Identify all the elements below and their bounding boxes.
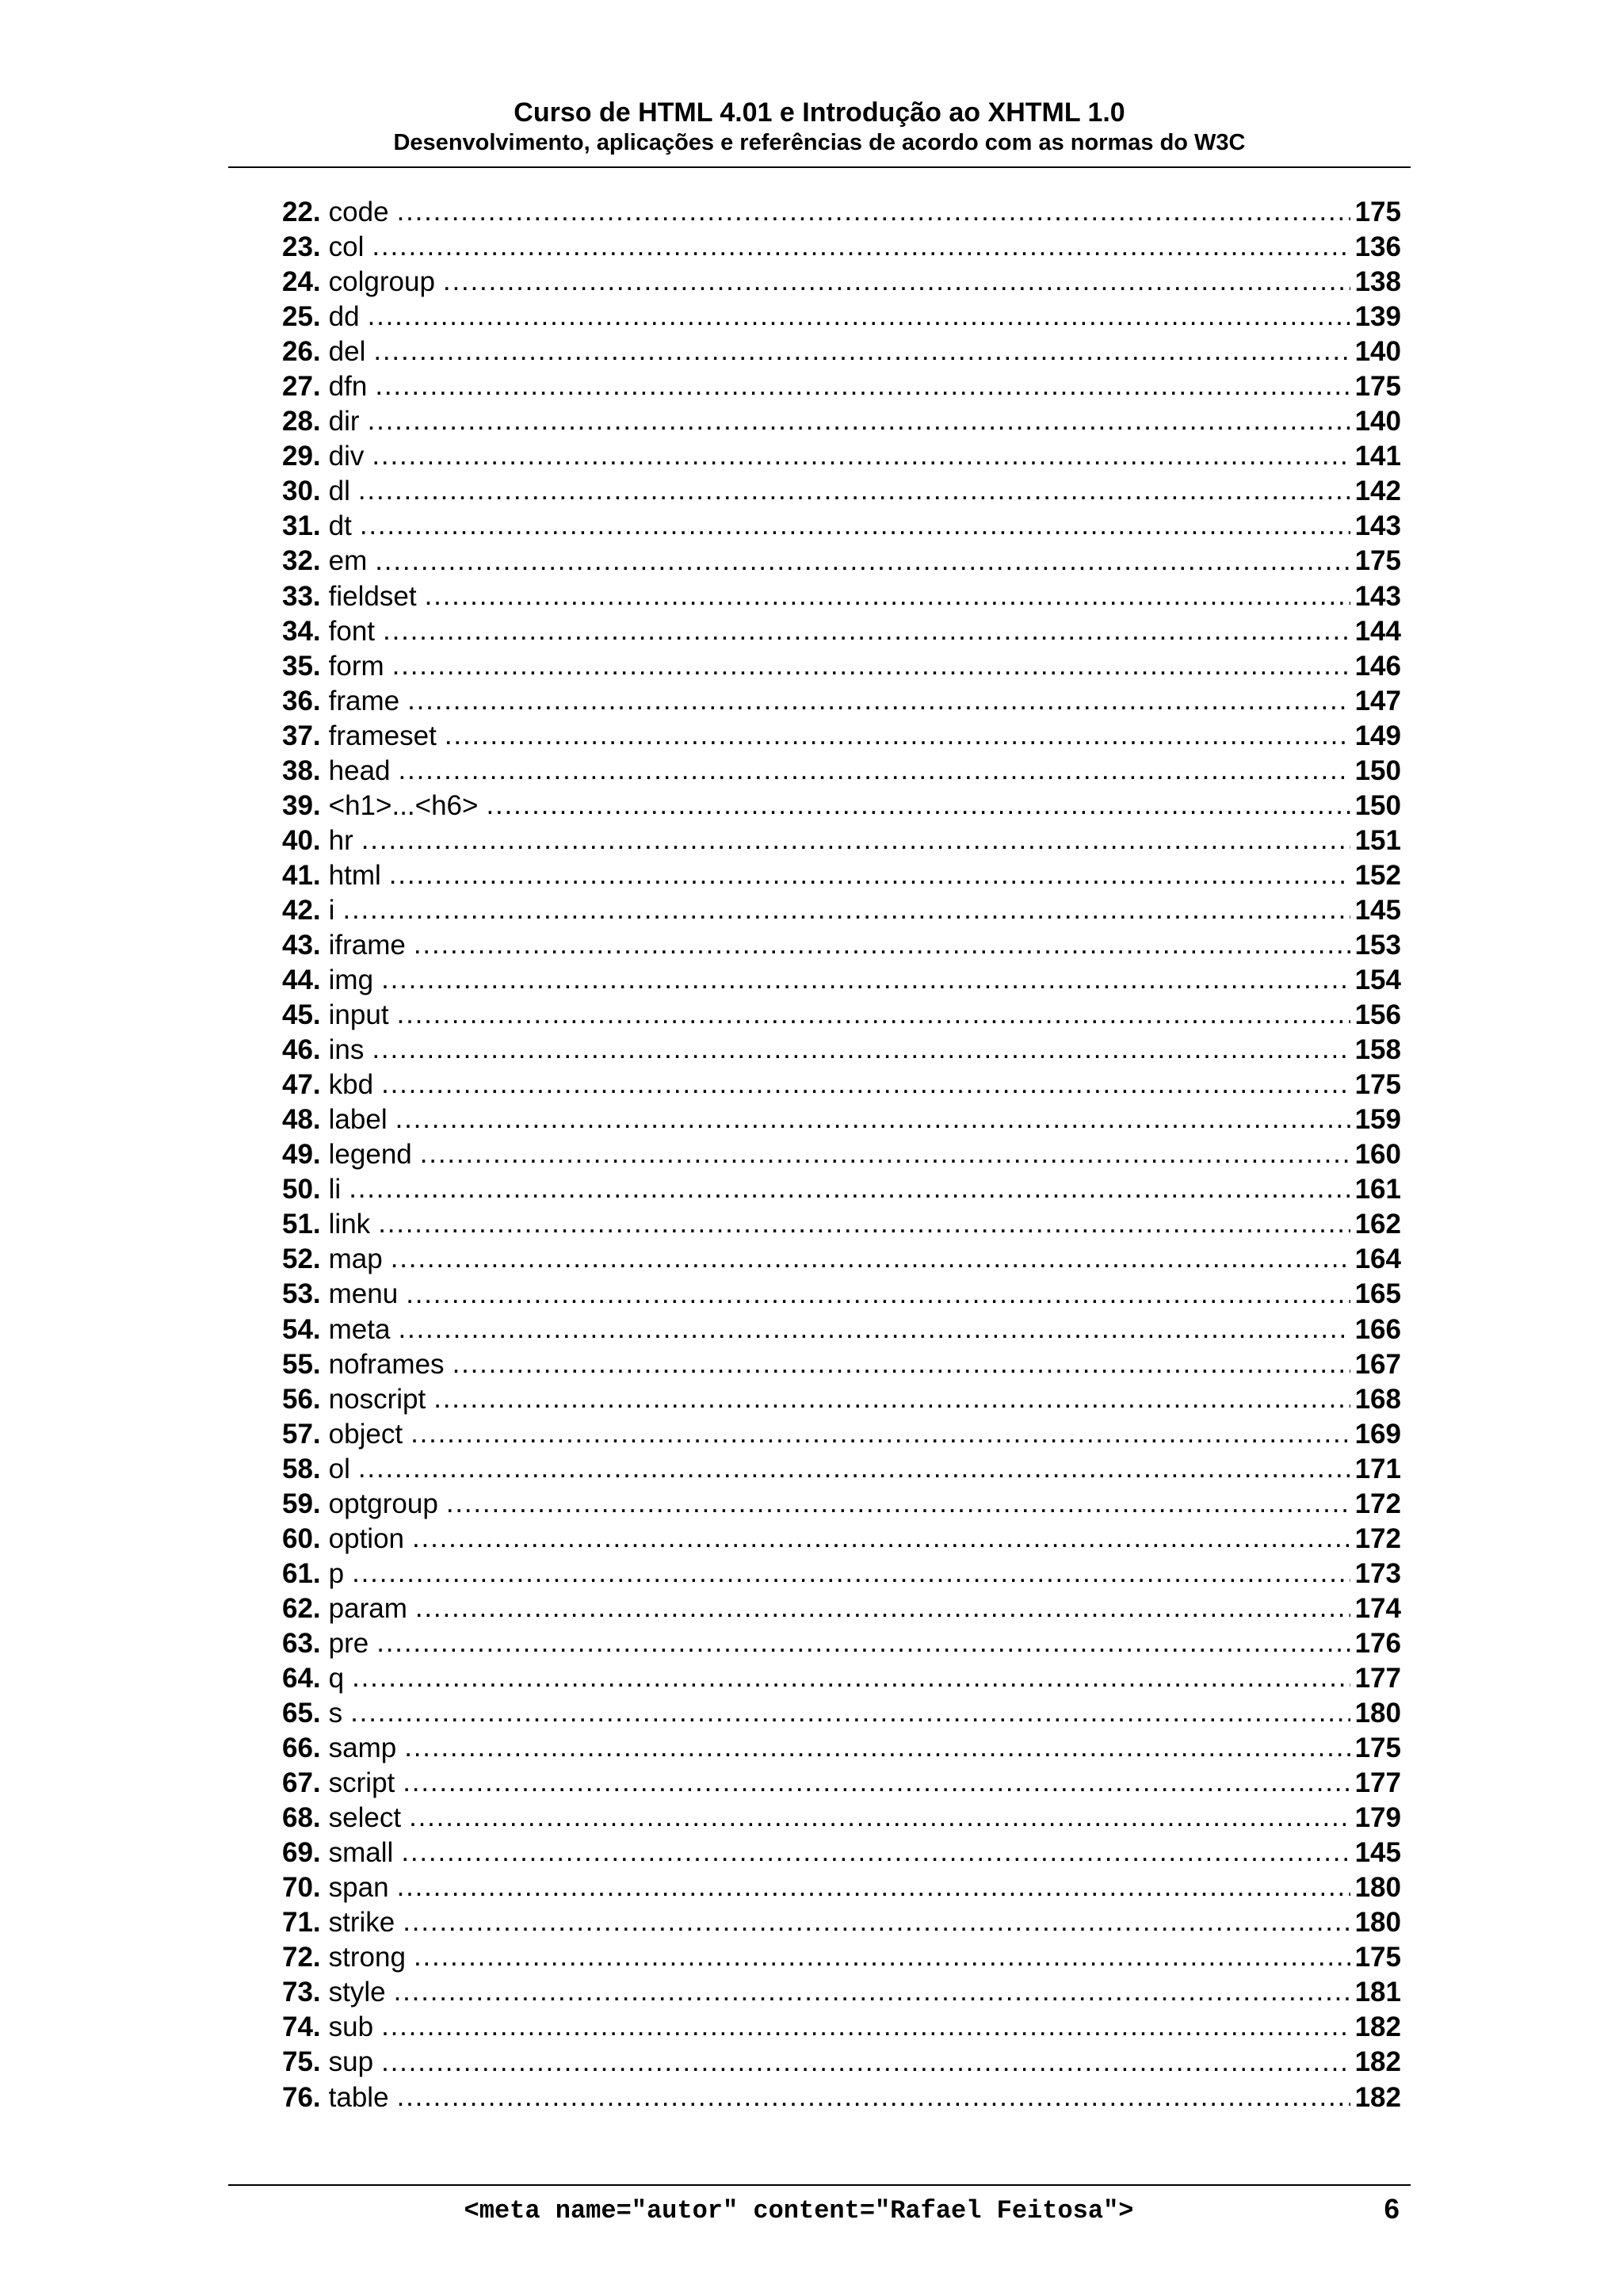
toc-entry-title: small bbox=[328, 1837, 394, 1869]
toc-entry-title: ins bbox=[328, 1034, 365, 1066]
toc-entry-title: font bbox=[328, 615, 376, 647]
toc-dot-leader bbox=[361, 823, 1350, 858]
toc-entry-page: 143 bbox=[1354, 510, 1401, 542]
toc-dot-leader bbox=[446, 1487, 1350, 1522]
toc-entry-number: 49. bbox=[282, 1139, 321, 1171]
toc-dot-leader bbox=[350, 1696, 1350, 1731]
toc-entry-page: 146 bbox=[1354, 650, 1401, 682]
header-divider bbox=[228, 166, 1411, 168]
toc-entry-number: 43. bbox=[282, 929, 321, 961]
toc-dot-leader bbox=[403, 1766, 1350, 1801]
toc-entry-number: 28. bbox=[282, 406, 321, 437]
toc-entry-number: 57. bbox=[282, 1418, 321, 1450]
toc-dot-leader bbox=[358, 1452, 1350, 1487]
toc-entry[interactable] bbox=[282, 649, 1401, 684]
toc-entry[interactable] bbox=[282, 404, 1401, 439]
toc-entry-page: 175 bbox=[1354, 1069, 1401, 1101]
toc-entry[interactable] bbox=[282, 2045, 1401, 2080]
toc-entry[interactable] bbox=[282, 963, 1401, 998]
toc-entry[interactable] bbox=[282, 1626, 1401, 1661]
toc-entry-number: 67. bbox=[282, 1767, 321, 1799]
toc-dot-leader bbox=[394, 1975, 1350, 2010]
toc-dot-leader bbox=[414, 928, 1350, 963]
toc-entry-title: table bbox=[328, 2081, 389, 2113]
toc-entry[interactable] bbox=[282, 1312, 1401, 1347]
toc-entry-page: 172 bbox=[1354, 1522, 1401, 1554]
toc-entry-title: form bbox=[328, 650, 384, 682]
toc-entry-number: 34. bbox=[282, 615, 321, 647]
toc-dot-leader bbox=[383, 614, 1350, 649]
toc-entry-number: 42. bbox=[282, 894, 321, 926]
toc-entry-title: hr bbox=[328, 824, 353, 856]
toc-dot-leader bbox=[412, 1522, 1350, 1557]
toc-entry-title: style bbox=[328, 1977, 386, 2008]
toc-dot-leader bbox=[376, 1626, 1350, 1661]
toc-entry-page: 175 bbox=[1354, 371, 1401, 403]
toc-entry-title: noscript bbox=[328, 1383, 426, 1415]
toc-dot-leader bbox=[358, 474, 1350, 509]
toc-entry[interactable] bbox=[282, 1137, 1401, 1172]
toc-entry-number: 65. bbox=[282, 1698, 321, 1729]
toc-entry[interactable] bbox=[282, 1766, 1401, 1801]
toc-entry-number: 58. bbox=[282, 1453, 321, 1484]
toc-entry-number: 52. bbox=[282, 1244, 321, 1275]
toc-entry-page: 158 bbox=[1354, 1034, 1401, 1066]
toc-entry-number: 37. bbox=[282, 720, 321, 751]
toc-dot-leader bbox=[372, 439, 1350, 474]
toc-entry-number: 61. bbox=[282, 1557, 321, 1589]
toc-entry-number: 70. bbox=[282, 1872, 321, 1904]
toc-entry[interactable] bbox=[282, 1382, 1401, 1417]
toc-dot-leader bbox=[415, 1591, 1350, 1626]
toc-entry-title: img bbox=[328, 965, 374, 996]
toc-entry-page: 162 bbox=[1354, 1209, 1401, 1240]
toc-entry-number: 60. bbox=[282, 1522, 321, 1554]
toc-entry-number: 35. bbox=[282, 650, 321, 682]
toc-entry-page: 182 bbox=[1354, 2046, 1401, 2078]
toc-entry-number: 73. bbox=[282, 1977, 321, 2008]
toc-entry-title: object bbox=[328, 1418, 403, 1450]
toc-entry-title: noframes bbox=[328, 1348, 445, 1380]
toc-entry-title: legend bbox=[328, 1139, 412, 1171]
toc-dot-leader bbox=[352, 1661, 1350, 1696]
toc-dot-leader bbox=[378, 1207, 1350, 1242]
toc-dot-leader bbox=[443, 265, 1350, 300]
toc-entry-title: iframe bbox=[328, 929, 406, 961]
toc-entry-page: 167 bbox=[1354, 1348, 1401, 1380]
toc-entry-title: fieldset bbox=[328, 580, 417, 612]
toc-dot-leader bbox=[397, 1870, 1350, 1905]
toc-dot-leader bbox=[375, 369, 1350, 404]
toc-dot-leader bbox=[395, 1102, 1350, 1137]
toc-entry-page: 140 bbox=[1354, 336, 1401, 368]
footer-author-meta: <meta name="autor" content="Rafael Feitosa"> bbox=[464, 2196, 1134, 2225]
toc-entry[interactable] bbox=[282, 719, 1401, 754]
toc-entry-page: 181 bbox=[1354, 1977, 1401, 2008]
toc-entry-title: span bbox=[328, 1872, 389, 1904]
toc-entry[interactable] bbox=[282, 789, 1401, 823]
toc-entry-number: 33. bbox=[282, 580, 321, 612]
toc-entry-title: samp bbox=[328, 1733, 397, 1764]
toc-entry-number: 31. bbox=[282, 510, 321, 542]
toc-entry-page: 180 bbox=[1354, 1907, 1401, 1939]
toc-dot-leader bbox=[352, 1557, 1350, 1591]
toc-dot-leader bbox=[414, 1940, 1350, 1975]
toc-entry[interactable] bbox=[282, 1172, 1401, 1207]
toc-entry[interactable] bbox=[282, 1661, 1401, 1696]
toc-dot-leader bbox=[420, 1137, 1350, 1172]
toc-entry-page: 171 bbox=[1354, 1453, 1401, 1484]
toc-entry[interactable] bbox=[282, 1417, 1401, 1452]
toc-entry-page: 175 bbox=[1354, 197, 1401, 227]
toc-entry-title: sub bbox=[328, 2011, 374, 2043]
toc-entry-title: dfn bbox=[328, 371, 368, 403]
toc-entry-title: sup bbox=[328, 2046, 374, 2078]
toc-dot-leader bbox=[397, 998, 1350, 1033]
toc-entry-page: 139 bbox=[1354, 301, 1401, 333]
toc-entry-page: 154 bbox=[1354, 965, 1401, 996]
toc-entry-page: 145 bbox=[1354, 894, 1401, 926]
toc-entry-number: 72. bbox=[282, 1942, 321, 1973]
toc-entry-page: 165 bbox=[1354, 1278, 1401, 1310]
toc-dot-leader bbox=[392, 649, 1350, 684]
toc-entry-page: 176 bbox=[1354, 1627, 1401, 1659]
toc-entry-title: li bbox=[328, 1174, 342, 1205]
toc-entry-title: head bbox=[328, 755, 391, 786]
toc-entry[interactable] bbox=[282, 1557, 1401, 1591]
toc-entry[interactable] bbox=[282, 1905, 1401, 1940]
toc-entry[interactable] bbox=[282, 474, 1401, 509]
toc-entry-number: 55. bbox=[282, 1348, 321, 1380]
toc-dot-leader bbox=[349, 1172, 1350, 1207]
toc-dot-leader bbox=[372, 1033, 1350, 1068]
toc-dot-leader bbox=[372, 230, 1350, 265]
toc-entry-number: 23. bbox=[282, 231, 321, 263]
toc-dot-leader bbox=[389, 858, 1350, 893]
toc-entry[interactable] bbox=[282, 1347, 1401, 1382]
toc-entry-number: 27. bbox=[282, 371, 321, 403]
toc-entry-number: 66. bbox=[282, 1733, 321, 1764]
toc-dot-leader bbox=[445, 719, 1350, 754]
toc-entry-page: 144 bbox=[1354, 615, 1401, 647]
toc-entry[interactable] bbox=[282, 1102, 1401, 1137]
toc-entry-number: 71. bbox=[282, 1907, 321, 1939]
toc-entry[interactable] bbox=[282, 754, 1401, 789]
toc-entry-number: 25. bbox=[282, 301, 321, 333]
toc-entry[interactable] bbox=[282, 1452, 1401, 1487]
toc-entry-number: 76. bbox=[282, 2081, 321, 2113]
toc-entry[interactable] bbox=[282, 1487, 1401, 1522]
toc-entry-title: html bbox=[328, 859, 381, 891]
toc-entry-page: 141 bbox=[1354, 441, 1401, 472]
toc-entry-page: 166 bbox=[1354, 1313, 1401, 1345]
toc-entry-page: 150 bbox=[1354, 789, 1401, 821]
toc-dot-leader bbox=[404, 1731, 1350, 1766]
toc-entry[interactable] bbox=[282, 1975, 1401, 2010]
toc-entry-page: 177 bbox=[1354, 1662, 1401, 1694]
toc-entry-page: 156 bbox=[1354, 999, 1401, 1031]
toc-entry-number: 59. bbox=[282, 1488, 321, 1519]
toc-entry-title: dt bbox=[328, 510, 352, 542]
toc-entry[interactable] bbox=[282, 614, 1401, 649]
toc-entry-title: dl bbox=[328, 476, 350, 507]
toc-entry-page: 159 bbox=[1354, 1104, 1401, 1136]
toc-entry[interactable] bbox=[282, 2080, 1401, 2115]
toc-dot-leader bbox=[368, 300, 1350, 334]
toc-entry-title: colgroup bbox=[328, 266, 435, 298]
toc-entry-number: 32. bbox=[282, 545, 321, 577]
toc-entry-title: s bbox=[328, 1698, 343, 1729]
toc-entry-number: 54. bbox=[282, 1313, 321, 1345]
toc-entry[interactable] bbox=[282, 1801, 1401, 1836]
toc-entry[interactable] bbox=[282, 684, 1401, 719]
toc-entry-page: 174 bbox=[1354, 1592, 1401, 1624]
toc-dot-leader bbox=[375, 544, 1350, 579]
toc-dot-leader bbox=[381, 2045, 1350, 2080]
toc-dot-leader bbox=[391, 1242, 1350, 1277]
toc-dot-leader bbox=[433, 1382, 1350, 1417]
toc-entry-number: 64. bbox=[282, 1662, 321, 1694]
toc-dot-leader bbox=[381, 1068, 1350, 1102]
toc-entry-title: <h1>...<h6> bbox=[328, 789, 479, 821]
toc-entry-title: menu bbox=[328, 1278, 399, 1310]
footer-divider bbox=[228, 2184, 1411, 2186]
toc-entry-number: 47. bbox=[282, 1069, 321, 1101]
toc-entry-page: 147 bbox=[1354, 685, 1401, 716]
toc-entry-title: script bbox=[328, 1767, 395, 1799]
toc-dot-leader bbox=[381, 2010, 1350, 2045]
toc-entry-number: 22. bbox=[282, 197, 321, 227]
toc-dot-leader bbox=[453, 1347, 1350, 1382]
toc-entry[interactable] bbox=[282, 2010, 1401, 2045]
table-of-contents bbox=[282, 195, 1401, 2115]
toc-entry-page: 153 bbox=[1354, 929, 1401, 961]
toc-entry-page: 138 bbox=[1354, 266, 1401, 298]
toc-entry-page: 175 bbox=[1354, 1942, 1401, 1973]
toc-entry-number: 62. bbox=[282, 1592, 321, 1624]
toc-entry[interactable] bbox=[282, 334, 1401, 369]
toc-entry-page: 145 bbox=[1354, 1837, 1401, 1869]
toc-entry-page: 173 bbox=[1354, 1557, 1401, 1589]
toc-entry-page: 177 bbox=[1354, 1767, 1401, 1799]
toc-entry[interactable] bbox=[282, 1731, 1401, 1766]
toc-entry-number: 74. bbox=[282, 2011, 321, 2043]
toc-entry-number: 68. bbox=[282, 1802, 321, 1834]
toc-dot-leader bbox=[397, 2080, 1350, 2115]
toc-entry[interactable] bbox=[282, 300, 1401, 334]
toc-dot-leader bbox=[397, 195, 1350, 230]
toc-entry-number: 36. bbox=[282, 685, 321, 716]
toc-entry-title: dir bbox=[328, 406, 360, 437]
toc-entry-title: param bbox=[328, 1592, 407, 1624]
toc-dot-leader bbox=[368, 404, 1350, 439]
toc-entry-page: 180 bbox=[1354, 1698, 1401, 1729]
toc-entry-title: pre bbox=[328, 1627, 369, 1659]
toc-entry-title: select bbox=[328, 1802, 402, 1834]
toc-entry-page: 142 bbox=[1354, 476, 1401, 507]
toc-entry[interactable] bbox=[282, 439, 1401, 474]
toc-entry-number: 40. bbox=[282, 824, 321, 856]
toc-entry[interactable] bbox=[282, 1870, 1401, 1905]
toc-entry-number: 45. bbox=[282, 999, 321, 1031]
toc-dot-leader bbox=[381, 963, 1350, 998]
toc-entry[interactable] bbox=[282, 369, 1401, 404]
toc-entry-title: map bbox=[328, 1244, 383, 1275]
toc-entry-number: 51. bbox=[282, 1209, 321, 1240]
toc-entry-page: 179 bbox=[1354, 1802, 1401, 1834]
toc-entry-title: i bbox=[328, 894, 335, 926]
toc-entry-page: 180 bbox=[1354, 1872, 1401, 1904]
toc-entry[interactable] bbox=[282, 1277, 1401, 1312]
toc-entry-title: p bbox=[328, 1557, 345, 1589]
toc-entry-page: 143 bbox=[1354, 580, 1401, 612]
toc-entry-number: 48. bbox=[282, 1104, 321, 1136]
toc-entry-title: label bbox=[328, 1104, 388, 1136]
toc-entry-title: frame bbox=[328, 685, 400, 716]
toc-entry[interactable] bbox=[282, 1207, 1401, 1242]
toc-entry[interactable] bbox=[282, 893, 1401, 928]
toc-dot-leader bbox=[409, 1801, 1350, 1836]
toc-entry[interactable] bbox=[282, 195, 1401, 230]
document-subtitle: Desenvolvimento, aplicações e referências de acordo com as normas do W3C bbox=[393, 130, 1246, 155]
toc-dot-leader bbox=[373, 334, 1350, 369]
toc-entry[interactable] bbox=[282, 823, 1401, 858]
page-header bbox=[228, 97, 1411, 157]
toc-entry-title: q bbox=[328, 1662, 345, 1694]
toc-entry-page: 136 bbox=[1354, 231, 1401, 263]
toc-entry-number: 46. bbox=[282, 1034, 321, 1066]
toc-entry-page: 152 bbox=[1354, 859, 1401, 891]
page-footer bbox=[228, 2189, 1411, 2229]
toc-entry-number: 44. bbox=[282, 965, 321, 996]
toc-entry-number: 26. bbox=[282, 336, 321, 368]
toc-entry[interactable] bbox=[282, 1242, 1401, 1277]
toc-entry[interactable] bbox=[282, 928, 1401, 963]
toc-entry[interactable] bbox=[282, 1033, 1401, 1068]
toc-entry-number: 53. bbox=[282, 1278, 321, 1310]
toc-entry[interactable] bbox=[282, 509, 1401, 544]
toc-entry[interactable] bbox=[282, 858, 1401, 893]
toc-entry-title: div bbox=[328, 441, 365, 472]
toc-entry-title: del bbox=[328, 336, 366, 368]
toc-entry-page: 151 bbox=[1354, 824, 1401, 856]
toc-entry-number: 69. bbox=[282, 1837, 321, 1869]
toc-entry[interactable] bbox=[282, 998, 1401, 1033]
toc-entry-title: dd bbox=[328, 301, 360, 333]
toc-entry-title: strike bbox=[328, 1907, 395, 1939]
toc-entry-page: 168 bbox=[1354, 1383, 1401, 1415]
toc-dot-leader bbox=[406, 1277, 1350, 1312]
toc-entry-title: strong bbox=[328, 1942, 406, 1973]
toc-entry-page: 182 bbox=[1354, 2081, 1401, 2113]
toc-entry[interactable] bbox=[282, 579, 1401, 614]
toc-entry-number: 30. bbox=[282, 476, 321, 507]
toc-entry-page: 140 bbox=[1354, 406, 1401, 437]
toc-entry-number: 63. bbox=[282, 1627, 321, 1659]
toc-entry-number: 39. bbox=[282, 789, 321, 821]
toc-entry[interactable] bbox=[282, 1836, 1401, 1870]
document-title: Curso de HTML 4.01 e Introdução ao XHTML 1.0 bbox=[514, 97, 1125, 128]
toc-entry-number: 75. bbox=[282, 2046, 321, 2078]
toc-dot-leader bbox=[399, 754, 1350, 789]
toc-entry-page: 161 bbox=[1354, 1174, 1401, 1205]
toc-entry[interactable] bbox=[282, 1068, 1401, 1102]
page-number: 6 bbox=[1384, 2194, 1400, 2225]
toc-entry-title: meta bbox=[328, 1313, 391, 1345]
toc-dot-leader bbox=[342, 893, 1350, 928]
toc-entry-title: link bbox=[328, 1209, 371, 1240]
toc-entry-title: frameset bbox=[328, 720, 437, 751]
toc-dot-leader bbox=[403, 1905, 1350, 1940]
toc-entry[interactable] bbox=[282, 230, 1401, 265]
toc-entry[interactable] bbox=[282, 1591, 1401, 1626]
toc-entry-number: 41. bbox=[282, 859, 321, 891]
toc-entry-number: 38. bbox=[282, 755, 321, 786]
toc-entry[interactable] bbox=[282, 1940, 1401, 1975]
toc-dot-leader bbox=[407, 684, 1350, 719]
toc-entry-title: code bbox=[328, 197, 389, 227]
toc-entry-page: 175 bbox=[1354, 545, 1401, 577]
toc-entry-page: 164 bbox=[1354, 1244, 1401, 1275]
toc-entry-title: kbd bbox=[328, 1069, 374, 1101]
toc-dot-leader bbox=[398, 1312, 1350, 1347]
toc-entry[interactable] bbox=[282, 1522, 1401, 1557]
toc-dot-leader bbox=[425, 579, 1350, 614]
toc-entry-page: 169 bbox=[1354, 1418, 1401, 1450]
toc-entry-number: 56. bbox=[282, 1383, 321, 1415]
toc-entry-page: 149 bbox=[1354, 720, 1401, 751]
toc-entry-page: 150 bbox=[1354, 755, 1401, 786]
toc-entry-title: input bbox=[328, 999, 389, 1031]
toc-dot-leader bbox=[360, 509, 1350, 544]
toc-entry-page: 160 bbox=[1354, 1139, 1401, 1171]
toc-entry-page: 182 bbox=[1354, 2011, 1401, 2043]
toc-dot-leader bbox=[411, 1417, 1350, 1452]
toc-entry-title: optgroup bbox=[328, 1488, 438, 1519]
toc-dot-leader bbox=[486, 789, 1350, 823]
toc-entry[interactable] bbox=[282, 1696, 1401, 1731]
toc-entry[interactable] bbox=[282, 265, 1401, 300]
toc-entry[interactable] bbox=[282, 544, 1401, 579]
toc-entry-number: 24. bbox=[282, 266, 321, 298]
toc-entry-title: col bbox=[328, 231, 365, 263]
toc-entry-title: option bbox=[328, 1522, 405, 1554]
toc-entry-number: 29. bbox=[282, 441, 321, 472]
toc-entry-page: 172 bbox=[1354, 1488, 1401, 1519]
toc-entry-page: 175 bbox=[1354, 1733, 1401, 1764]
toc-entry-title: ol bbox=[328, 1453, 350, 1484]
toc-dot-leader bbox=[401, 1836, 1350, 1870]
toc-entry-title: em bbox=[328, 545, 368, 577]
toc-entry-number: 50. bbox=[282, 1174, 321, 1205]
